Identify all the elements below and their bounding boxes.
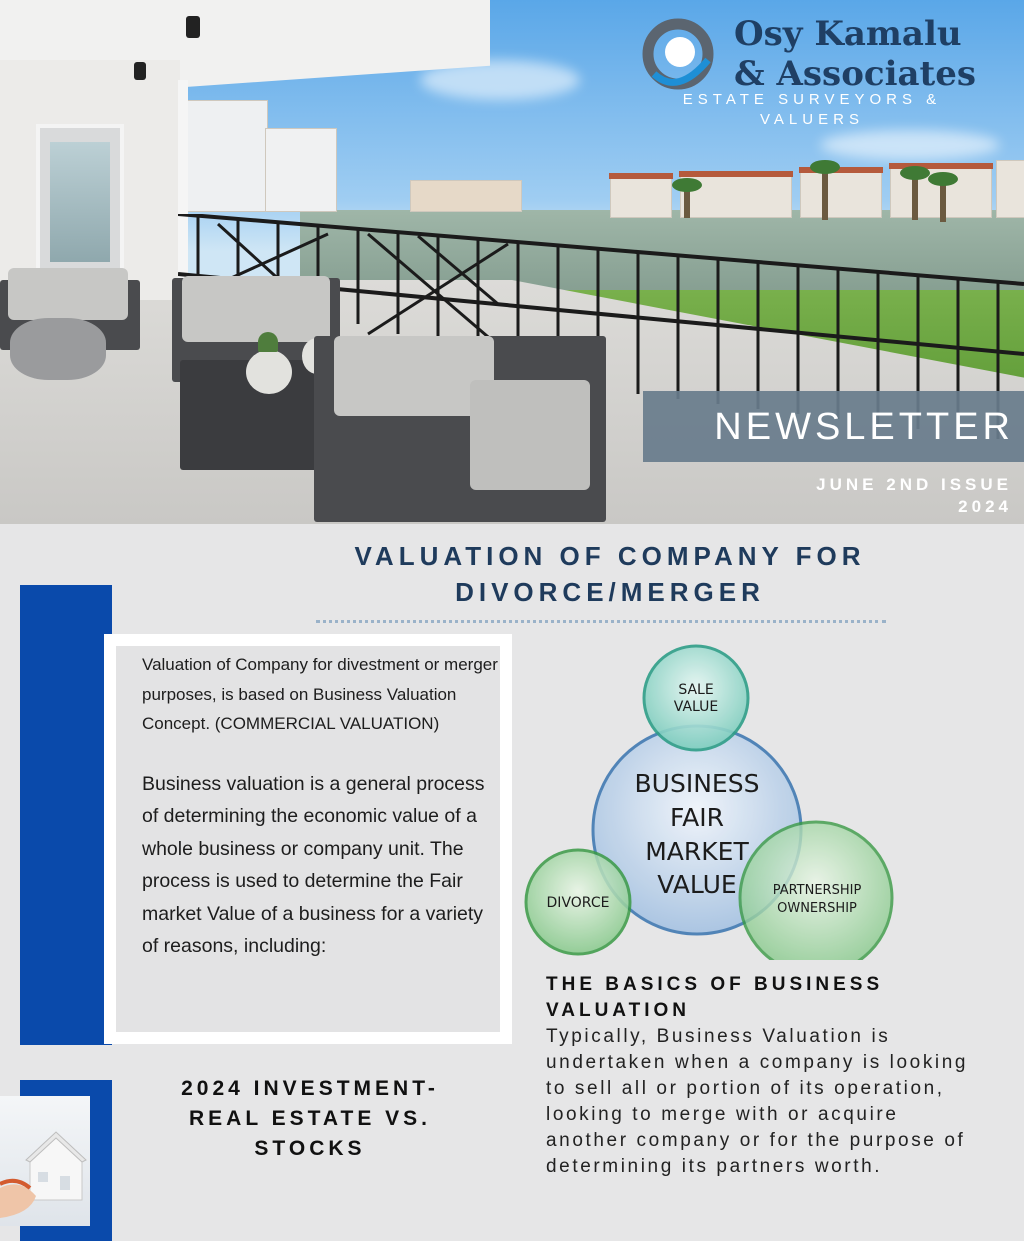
company-tagline — [662, 90, 962, 130]
issue-line1: JUNE 2ND ISSUE — [816, 475, 1012, 494]
company-name-line2: & Associates — [734, 54, 977, 94]
business-value-diagram — [520, 640, 910, 960]
article-title — [300, 538, 920, 610]
accent-bar — [20, 585, 112, 1045]
center-label-1: BUSINESS — [634, 769, 760, 798]
investment-line2: REAL ESTATE VS. — [188, 1107, 432, 1130]
article-title-line2: DIVORCE/MERGER — [455, 577, 765, 607]
article-title-line1: VALUATION OF COMPANY FOR — [354, 541, 866, 571]
sale-value-circle — [644, 646, 748, 750]
newsletter-title: NEWSLETTER — [714, 406, 1014, 448]
newsletter-banner — [643, 391, 1024, 462]
center-label-2: FAIR — [670, 803, 724, 832]
article-body: Business valuation is a general process of determining the economic value of a whole business or company unit. The process is used to determine the Fair market Value of a business for a variety of reasons, including: — [142, 773, 485, 958]
company-tagline-line1: ESTATE SURVEYORS & — [682, 91, 942, 108]
basics-body: Typically, Business Valuation is undertaken when a company is looking to sell all or portion of its operation, looking to merge with or acquire another company or for the purpose of determining its partners worth. — [546, 1026, 969, 1177]
article-intro: Valuation of Company for divestment or merger purposes, is based on Business Valuation Concept. (COMMERCIAL VALUATION) — [142, 655, 498, 733]
issue-date — [816, 474, 1012, 518]
partnership-label-1: PARTNERSHIP — [772, 883, 862, 898]
investment-line1: 2024 INVESTMENT- — [181, 1077, 439, 1100]
sale-label-1: SALE — [678, 682, 714, 698]
center-label-3: MARKET — [645, 837, 749, 866]
basics-heading-line1: THE BASICS OF BUSINESS — [546, 974, 884, 995]
sale-label-2: VALUE — [673, 699, 719, 715]
dotted-divider — [316, 620, 886, 623]
investment-heading — [150, 1074, 470, 1164]
basics-heading-line2: VALUATION — [546, 1000, 691, 1021]
divorce-label: DIVORCE — [546, 895, 610, 911]
basics-heading — [546, 972, 986, 1024]
company-name — [734, 14, 976, 94]
company-logo-icon — [642, 18, 714, 90]
partnership-label-2: OWNERSHIP — [777, 901, 857, 916]
center-label-4: VALUE — [657, 870, 737, 899]
house-in-hands-image — [0, 1096, 90, 1226]
company-name-line1: Osy Kamalu — [734, 14, 962, 54]
issue-line2: 2024 — [958, 497, 1012, 516]
company-tagline-line2: VALUERS — [760, 111, 864, 128]
investment-line3: STOCKS — [254, 1137, 366, 1160]
